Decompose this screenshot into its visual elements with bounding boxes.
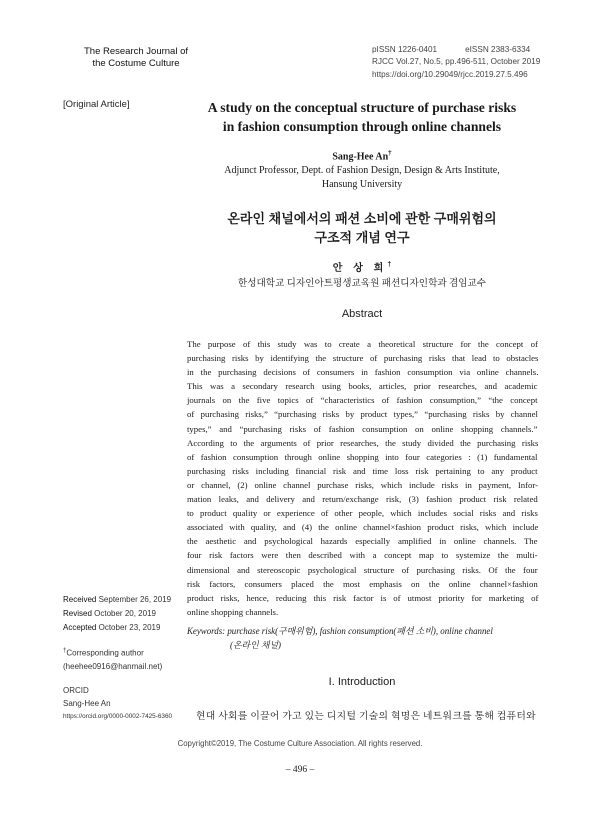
accepted-label: Accepted <box>63 623 97 632</box>
abstract-line: of purchasing risks,” “purchasing risks by product types,” “purchasing risks by channel <box>187 409 538 420</box>
author-ko-mark: † <box>387 261 392 269</box>
abstract-line: The purpose of this study was to create a theoretical structure for the concept of <box>187 339 538 349</box>
orcid-url[interactable]: https://orcid.org/0000-0002-7425-6360 <box>63 713 173 720</box>
abstract-heading: Abstract <box>341 308 383 320</box>
abstract-line: purchasing risks by identifying the structure of purchasing risks that lead to obstacles <box>187 353 539 364</box>
affiliation-ko: 한성대학교 디자인아트평생교육원 패션디자인학과 겸임교수 <box>237 278 487 289</box>
author-en-mark: † <box>388 149 392 157</box>
abstract-line: types,” and “purchasing risks of fashion consumption on online shopping channels.” <box>187 423 538 434</box>
abstract-line: mation leaks, and delivery and return/exchange risk, (3) fashion product risk related <box>187 494 538 505</box>
pissn: pISSN 1226-0401 <box>372 45 438 54</box>
title-ko-line2: 구조적 개념 연구 <box>314 230 410 245</box>
author-en-name: Sang-Hee An <box>332 151 389 163</box>
page-number: – 496 – <box>285 765 315 775</box>
revised-row <box>63 607 183 621</box>
copyright: Copyright©2019, The Costume Culture Association. All rights reserved. <box>177 739 423 748</box>
abstract-line: product risks, hence, reducing this risk factor is of utmost priority for marketing of <box>187 592 539 603</box>
received-row <box>63 593 183 607</box>
article-dates <box>63 593 183 635</box>
orcid-name: Sang-Hee An <box>63 699 111 708</box>
intro-first-line: 현대 사회를 이끌어 가고 있는 디지털 기술의 혁명은 네트워크를 통해 컴퓨터와 <box>196 711 536 722</box>
corresponding-label: Corresponding author <box>66 648 144 658</box>
intro-heading: I. Introduction <box>328 676 396 688</box>
abstract-line: purchasing risks including financial risk and time loss risk pertaining to any product <box>187 465 538 476</box>
header-meta <box>372 44 542 81</box>
abstract-line: of fashion consumption through online shopping into four categories : (1) fundamental <box>187 451 538 462</box>
received-label: Received <box>63 595 97 604</box>
abstract-line: risk factors, consumers placed the most emphasis on the online channel×fashion <box>187 578 538 589</box>
abstract-line: This was a secondary research using books, articles, prior researches, and academic <box>187 381 538 392</box>
author-ko-name: 안 상 희 <box>332 263 388 274</box>
abstract-line: the aesthetic and psychological hazards especially amplified in online channels. The <box>187 536 538 547</box>
affiliation-en-line2: Hansung University <box>321 178 403 190</box>
title-en-line2: in fashion consumption through online channels <box>222 119 502 134</box>
keywords-line1: Keywords: purchase risk(구매위험), fashion consumption(패션 소비), online channel <box>187 626 493 636</box>
eissn: eISSN 2383-6334 <box>465 45 531 54</box>
orcid-label: ORCID <box>63 686 89 695</box>
affiliation-en-line1: Adjunct Professor, Dept. of Fashion Design, Design & Arts Institute, <box>224 165 500 176</box>
revised-label: Revised <box>63 609 92 618</box>
received-date: September 26, 2019 <box>98 595 172 604</box>
accepted-date: October 23, 2019 <box>98 623 161 632</box>
abstract-line: in the purchasing decisions of consumers in fashion consumption via online channels. <box>187 367 539 378</box>
abstract-line: to product quality or experience of other people, which includes social risks and risks <box>187 508 538 519</box>
citation: RJCC Vol.27, No.5, pp.496-511, October 2019 <box>372 57 541 67</box>
title-ko-line1: 온라인 채널에서의 패션 소비에 관한 구매위험의 <box>227 211 497 226</box>
abstract-line: journals on the five topics of “characteristics of fashion consumption,” “the concept <box>187 395 538 406</box>
journal-name-line1: The Research Journal of <box>83 46 189 57</box>
corresponding-author <box>63 645 183 673</box>
abstract-body <box>187 337 538 619</box>
article-type: [Original Article] <box>63 99 130 110</box>
orcid-block <box>63 684 183 723</box>
author-ko <box>180 259 544 274</box>
title-ko <box>180 209 544 247</box>
author-en <box>180 149 544 162</box>
abstract-line: associated with quality, and (4) the online channel×fashion product risks, which include <box>187 522 539 533</box>
keywords <box>187 625 538 652</box>
keywords-line2: (온라인 채널) <box>230 639 281 650</box>
journal-name-line2: the Costume Culture <box>92 58 180 69</box>
revised-date: October 20, 2019 <box>94 609 156 618</box>
corresponding-mark: † <box>63 648 67 654</box>
abstract-line: online shopping channels. <box>187 606 279 617</box>
journal-name <box>61 46 211 70</box>
title-en <box>180 98 544 136</box>
abstract-line: According to the arguments of prior researches, the study divided the purchasing risks <box>187 437 539 448</box>
doi-link[interactable]: https://doi.org/10.29049/rjcc.2019.27.5.496 <box>372 69 528 79</box>
corresponding-email[interactable]: (heehee0916@hanmail.net) <box>63 661 163 671</box>
abstract-line: or channel, (2) online channel purchase risks, which include risks in payment, Infor- <box>187 479 539 490</box>
abstract-line: four risk factors were then described with a concept map to systemize the multi- <box>187 550 538 561</box>
accepted-row <box>63 621 183 635</box>
abstract-line: dimensional and stereoscopic psychological structure of purchasing risks. Of the four <box>187 564 538 575</box>
title-en-line1: A study on the conceptual structure of purchase risks <box>207 100 517 115</box>
affiliation-en <box>180 164 544 191</box>
